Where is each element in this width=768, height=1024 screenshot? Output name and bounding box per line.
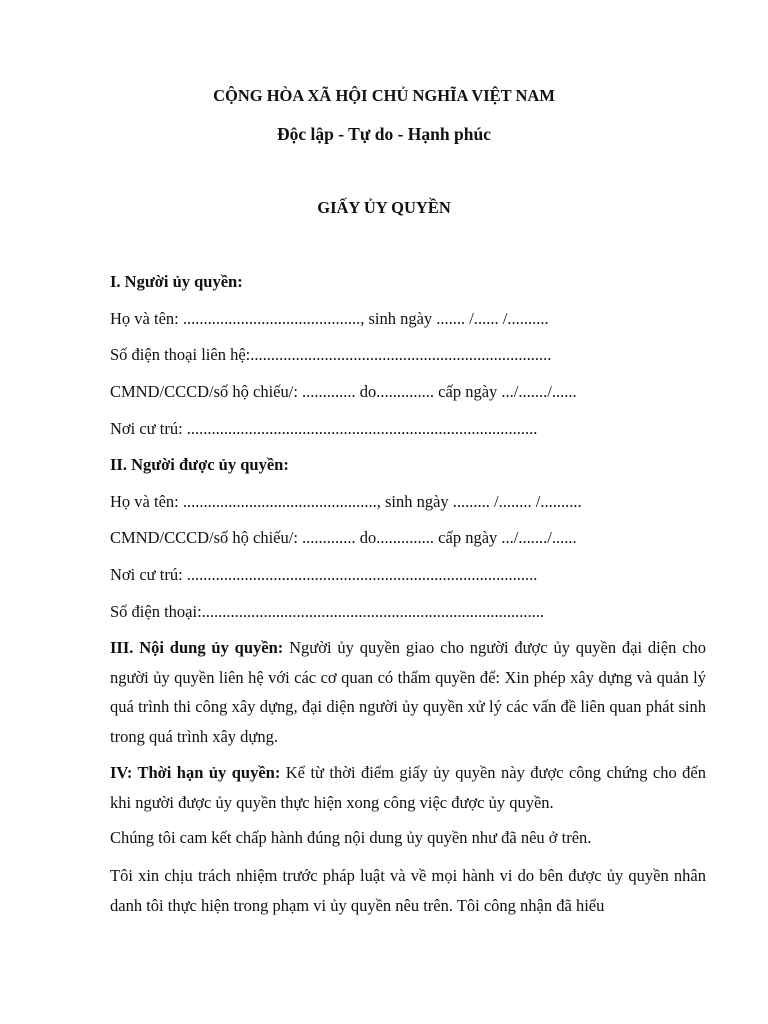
grantor-residence-line: Nơi cư trú: ..................................................................................... xyxy=(110,419,538,438)
grantee-id-line: CMND/CCCD/số hộ chiếu/: ............. do.............. cấp ngày .../......./...... xyxy=(110,528,577,547)
document-title: GIẤY ỦY QUYỀN xyxy=(317,198,451,217)
section4-paragraph xyxy=(110,758,706,817)
motto-heading: Độc lập - Tự do - Hạnh phúc xyxy=(277,124,491,144)
section3-label: III. Nội dung ủy quyền: xyxy=(110,638,284,657)
section2-heading: II. Người được ủy quyền: xyxy=(110,455,289,474)
grantor-name-line: Họ và tên: ..........................................., sinh ngày ....... /...... /.......... xyxy=(110,309,549,328)
responsibility-paragraph: Tôi xin chịu trách nhiệm trước pháp luật và về mọi hành vi do bên được ủy quyền nhân danh tôi thực hiện trong phạm vi ủy quyền nêu trên. Tôi công nhận đã hiểu xyxy=(110,866,706,915)
section1-heading: I. Người ủy quyền: xyxy=(110,272,243,291)
section3-paragraph xyxy=(110,633,706,751)
grantee-name-line: Họ và tên: ..............................................., sinh ngày ......... /........ /.......... xyxy=(110,492,582,511)
section4-text: Kể từ thời điểm giấy ủy quyền này được công chứng cho đến khi người được ủy quyền thực hiện xong công việc được ủy quyền. xyxy=(110,763,706,812)
nation-heading: CỘNG HÒA XÃ HỘI CHỦ NGHĨA VIỆT NAM xyxy=(213,86,555,105)
grantor-phone-line: Số điện thoại liên hệ:......................................................................... xyxy=(110,345,552,364)
commitment-paragraph: Chúng tôi cam kết chấp hành đúng nội dung ủy quyền như đã nêu ở trên. xyxy=(110,828,592,847)
section4-label: IV: Thời hạn ủy quyền: xyxy=(110,763,281,782)
grantee-residence-line: Nơi cư trú: ..................................................................................... xyxy=(110,565,538,584)
section3-text: Người ủy quyền giao cho người được ủy quyền đại diện cho người ủy quyền liên hệ với các cơ quan có thẩm quyền để: Xin phép xây dựng và quản lý quá trình thi công xây dựng, đại diện người ủy quyền xử lý các vấn đề liên quan phát sinh trong quá trình xây dựng. xyxy=(110,638,706,746)
grantee-phone-line: Số điện thoại:................................................................................... xyxy=(110,602,545,621)
grantor-id-line: CMND/CCCD/số hộ chiếu/: ............. do.............. cấp ngày .../......./...... xyxy=(110,382,577,401)
